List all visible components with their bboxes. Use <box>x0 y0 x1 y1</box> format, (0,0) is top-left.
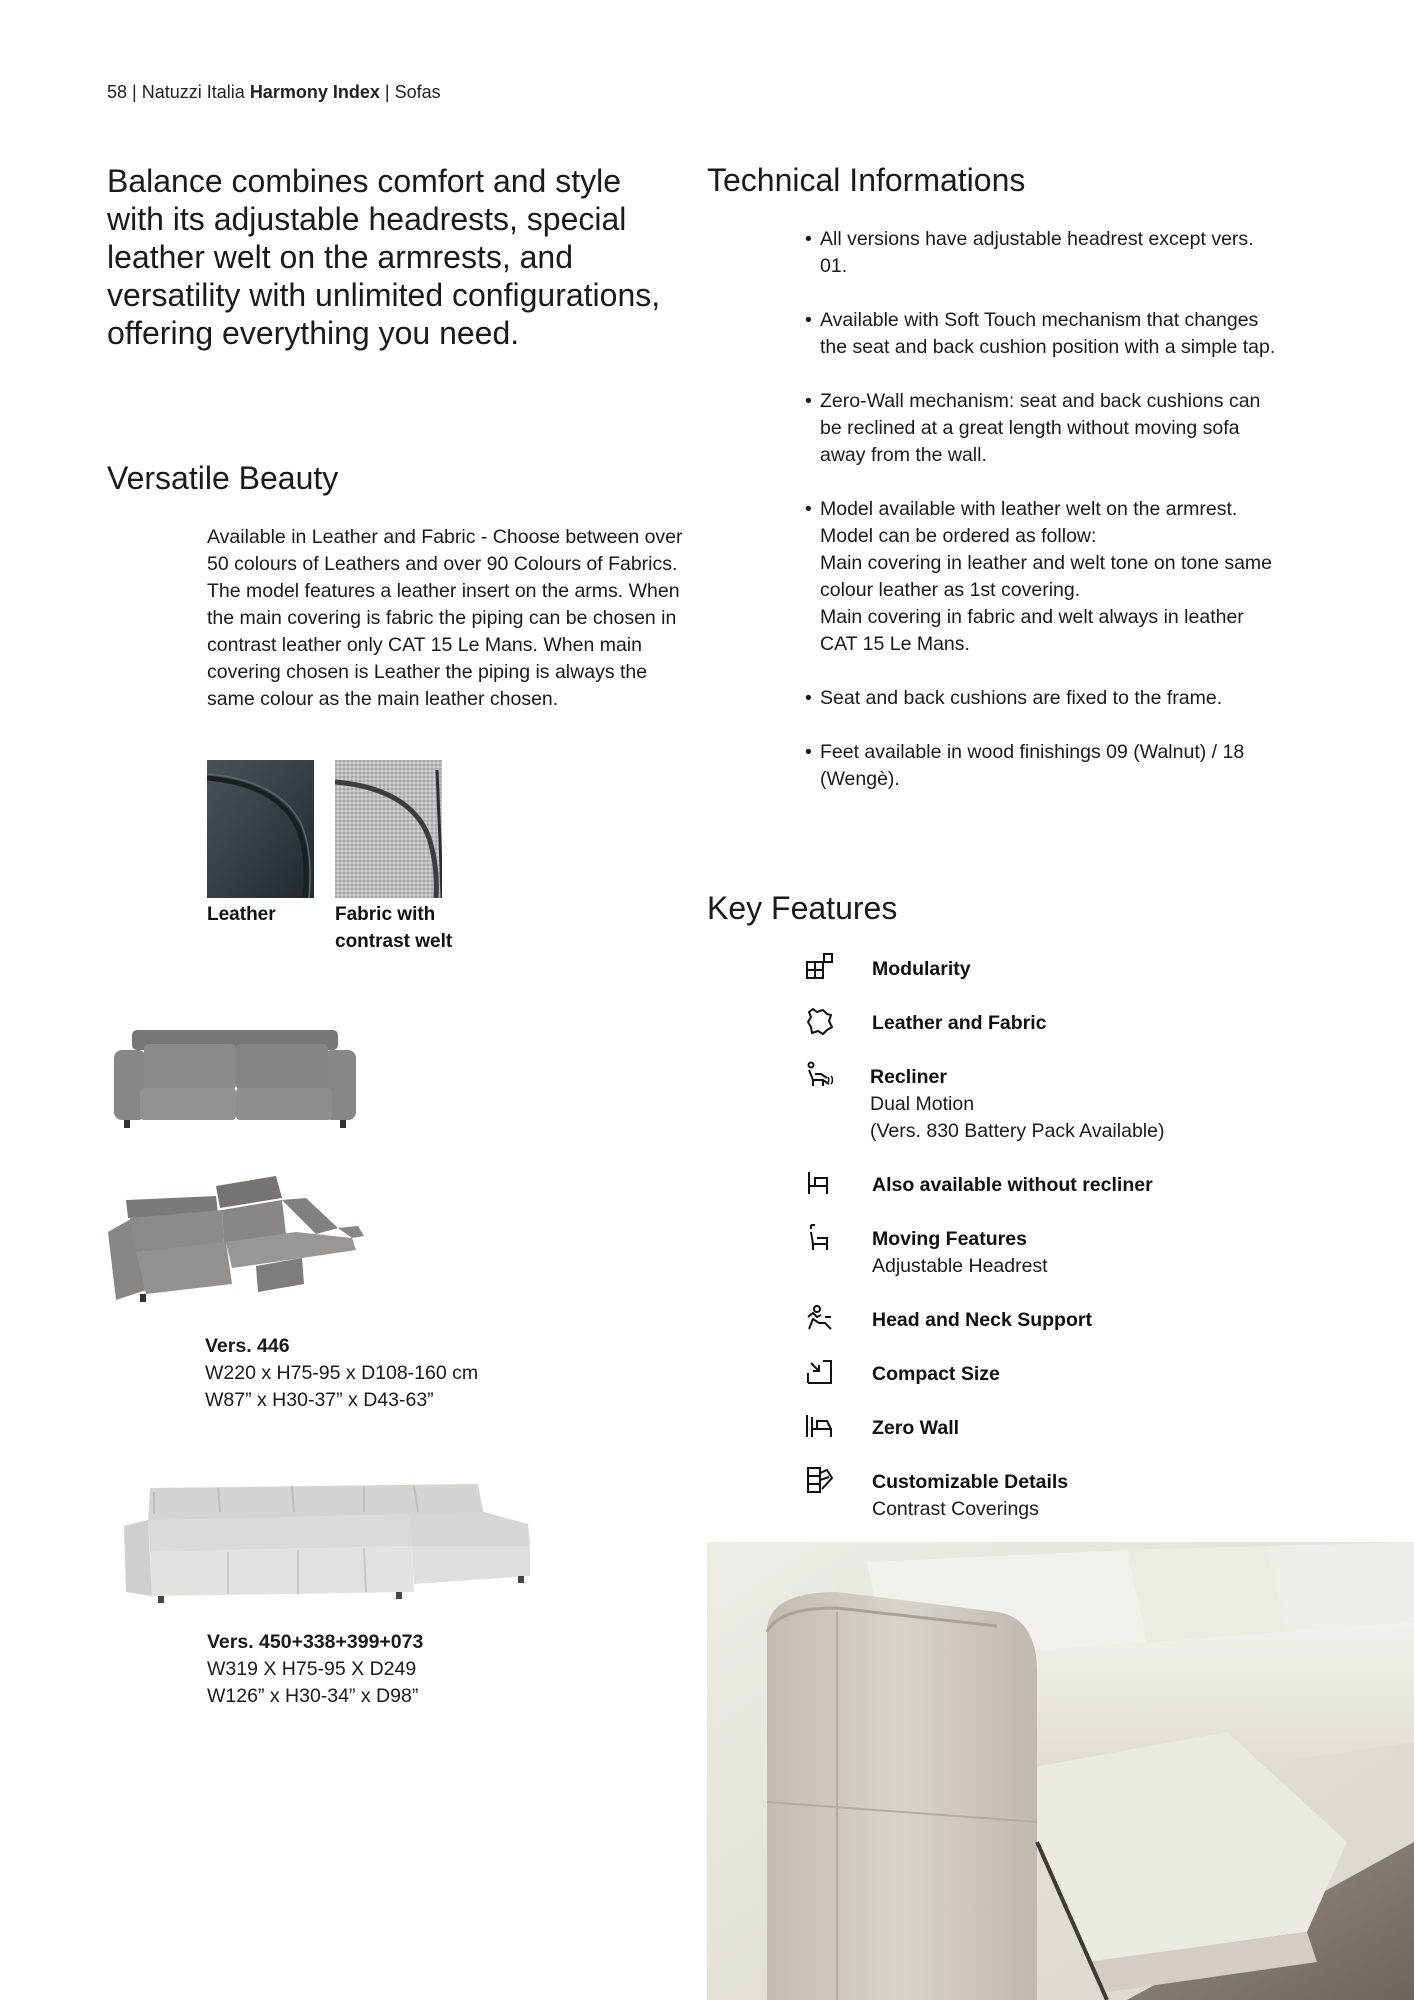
technical-item: • Feet available in wood finishings 09 (Walnut) / 18 (Wengè). <box>805 739 1285 793</box>
zero-wall-icon <box>805 1411 835 1441</box>
leather-swatch <box>207 760 314 898</box>
feature-subtitle: Contrast Coverings <box>872 1498 1039 1520</box>
version-title: Vers. 446 <box>205 1335 290 1357</box>
version-imperial: W87” x H30-37” x D43-63” <box>205 1389 434 1411</box>
sofa-closeup-photo <box>707 1542 1414 2000</box>
feature-title: Compact Size <box>872 1363 1000 1385</box>
version-metric: W319 X H75-95 X D249 <box>207 1658 417 1680</box>
head-support-icon <box>805 1303 835 1333</box>
customizable-icon <box>805 1465 835 1495</box>
technical-item: • Seat and back cushions are fixed to the frame. <box>805 685 1285 712</box>
sofa-image-vers-446 <box>106 1172 366 1317</box>
feature-title: Leather and Fabric <box>872 1012 1047 1034</box>
compact-size-icon <box>805 1357 835 1387</box>
leather-hide-icon <box>805 1006 835 1036</box>
technical-item: • Zero-Wall mechanism: seat and back cushions can be reclined at a great length without moving sofa away from the wall. <box>805 388 1285 469</box>
technical-list <box>805 226 1285 820</box>
moving-chair-icon <box>805 1222 835 1252</box>
technical-item: • All versions have adjustable headrest except vers. 01. <box>805 226 1285 280</box>
fabric-swatch-label: Fabric with contrast welt <box>335 904 453 952</box>
brand-name: Natuzzi Italia <box>141 82 245 102</box>
leather-swatch-label: Leather <box>207 904 276 925</box>
feature-modularity <box>805 956 1285 1010</box>
sofa-image-standard <box>110 1030 360 1140</box>
feature-compact <box>805 1361 1285 1415</box>
feature-customizable <box>805 1469 1285 1549</box>
technical-title: Technical Informations <box>707 162 1026 198</box>
feature-title: Moving Features <box>872 1228 1027 1250</box>
feature-subtitle: Dual Motion (Vers. 830 Battery Pack Available) <box>870 1093 1165 1142</box>
intro-text: Balance combines comfort and style with its adjustable headrests, special leather welt on the armrests, and versatility with unlimited configurations, offering everything you need. <box>107 163 661 351</box>
feature-title: Head and Neck Support <box>872 1309 1092 1331</box>
version-446 <box>205 1333 478 1414</box>
feature-title: Recliner <box>870 1066 947 1088</box>
feature-title: Also available without recliner <box>872 1174 1153 1196</box>
version-450 <box>207 1629 423 1710</box>
category-name: Sofas <box>394 82 441 102</box>
fabric-swatch <box>335 760 442 898</box>
versatile-beauty-title: Versatile Beauty <box>107 460 339 496</box>
technical-item: • Available with Soft Touch mechanism that changes the seat and back cushion position with a simple tap. <box>805 307 1285 361</box>
feature-title: Zero Wall <box>872 1417 960 1439</box>
feature-zero-wall <box>805 1415 1285 1469</box>
technical-item: • Model available with leather welt on the armrest. Model can be ordered as follow: Main covering in leather and welt tone on tone same colour leather as 1st covering. Main covering in fabric and welt always in leather CAT 15 Le Mans. <box>805 496 1285 658</box>
versatile-beauty-text: Available in Leather and Fabric - Choose between over 50 colours of Leathers and over 90 Colours of Fabrics. The model features a leather insert on the arms. When the main covering is fabric the piping can be chosen in contrast leather only CAT 15 Le Mans. When main covering chosen is Leather the piping is always the same colour as the main leather chosen. <box>207 526 683 710</box>
feature-moving <box>805 1226 1285 1306</box>
feature-without-recliner <box>805 1172 1285 1226</box>
version-metric: W220 x H75-95 x D108-160 cm <box>205 1362 479 1384</box>
feature-recliner <box>805 1064 1285 1144</box>
index-name: Harmony Index <box>249 82 380 102</box>
recliner-icon <box>805 1060 835 1090</box>
modularity-icon <box>805 952 835 982</box>
header-separator: | <box>132 82 137 102</box>
feature-leather-fabric <box>805 1010 1285 1064</box>
chair-icon <box>805 1168 835 1198</box>
feature-title: Customizable Details <box>872 1471 1069 1493</box>
feature-subtitle: Adjustable Headrest <box>872 1255 1048 1277</box>
version-imperial: W126” x H30-34” x D98” <box>207 1685 419 1707</box>
version-title: Vers. 450+338+399+073 <box>207 1631 424 1653</box>
page-header <box>107 82 441 103</box>
feature-title: Modularity <box>872 958 971 980</box>
page-number: 58 <box>107 82 128 102</box>
feature-head-neck <box>805 1307 1285 1361</box>
key-features-title: Key Features <box>707 890 898 926</box>
sofa-image-corner <box>118 1480 538 1610</box>
header-separator: | <box>384 82 390 102</box>
